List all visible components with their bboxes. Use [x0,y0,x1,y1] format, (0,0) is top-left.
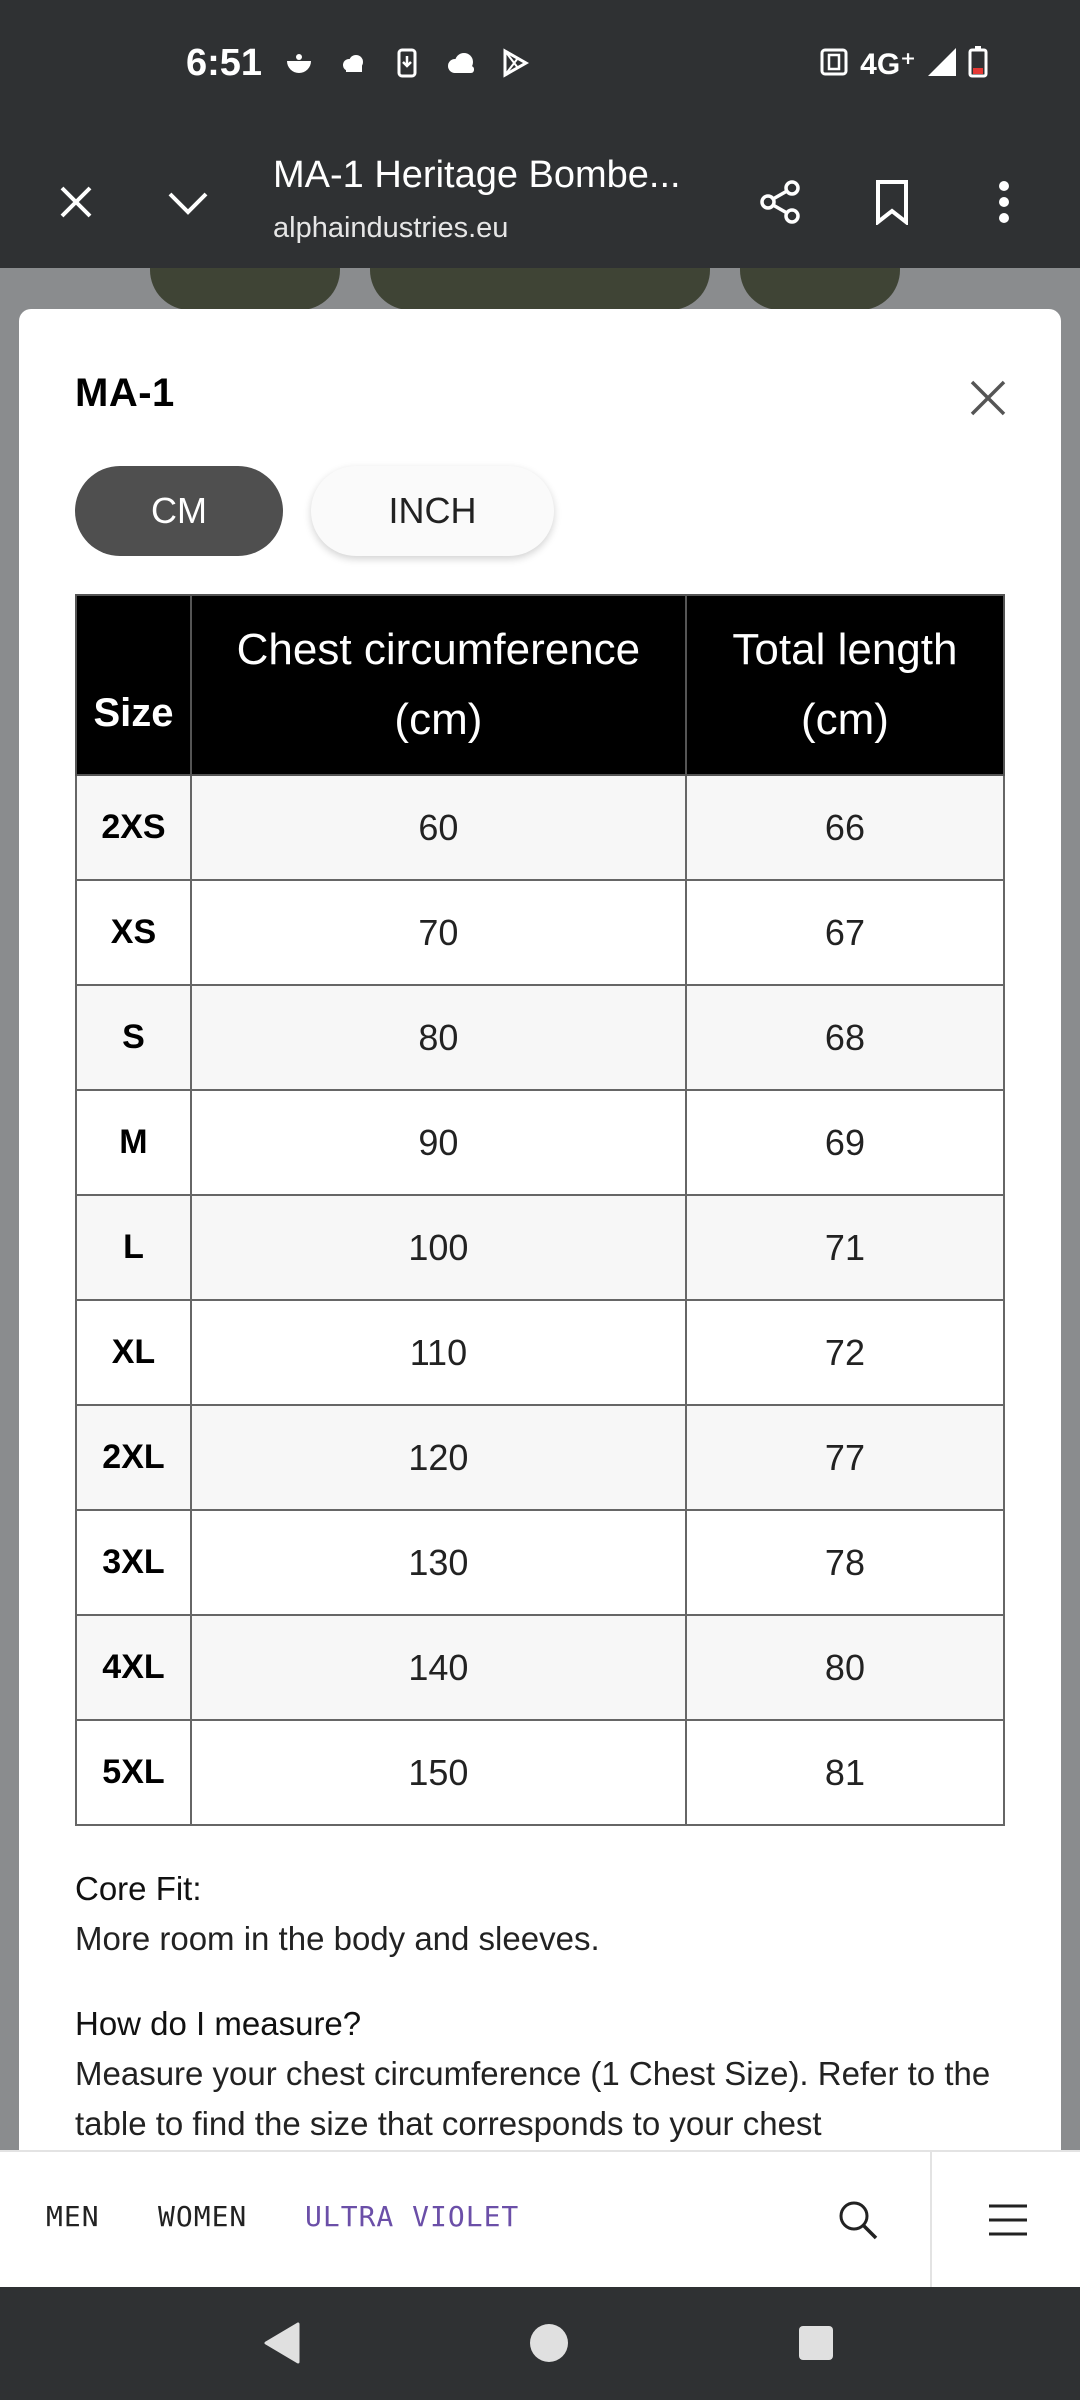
table-row [76,1615,1004,1720]
play-store-icon [498,46,532,80]
length-cell: 68 [686,985,1004,1090]
chest-cell: 130 [191,1510,686,1615]
system-navigation-bar [0,2287,1080,2400]
table-row [76,1195,1004,1300]
recents-square-icon[interactable] [788,2315,844,2371]
nav-link-ultra-violet[interactable]: ULTRA VIOLET [305,2200,520,2233]
browser-toolbar [0,134,1080,268]
more-options-icon[interactable] [978,176,1030,228]
length-cell: 80 [686,1615,1004,1720]
signal-icon [926,46,958,83]
table-row [76,775,1004,880]
core-fit-section [75,1864,1005,1964]
length-cell: 78 [686,1510,1004,1615]
chest-cell: 80 [191,985,686,1090]
table-row [76,1720,1004,1825]
table-row [76,880,1004,985]
length-cell: 69 [686,1090,1004,1195]
back-triangle-icon[interactable] [254,2315,310,2371]
notification-icons [282,46,532,80]
size-cell: 2XS [76,775,191,880]
size-cell: S [76,985,191,1090]
length-cell: 72 [686,1300,1004,1405]
measure-text: Measure your chest circumference (1 Chest Size). Refer to the table to find the size that corresponds to your chest [75,2055,991,2142]
close-tab-icon[interactable] [50,176,102,228]
length-cell: 71 [686,1195,1004,1300]
length-cell: 67 [686,880,1004,985]
size-cell: 2XL [76,1405,191,1510]
length-cell: 81 [686,1720,1004,1825]
chest-cell: 70 [191,880,686,985]
close-icon[interactable] [963,373,1013,423]
chest-cell: 150 [191,1720,686,1825]
table-row [76,1300,1004,1405]
core-fit-heading: Core Fit: [75,1870,202,1907]
table-row [76,1090,1004,1195]
size-cell: 5XL [76,1720,191,1825]
table-header-row [76,595,1004,775]
column-header-length: Total length (cm) [686,595,1004,775]
chest-cell: 140 [191,1615,686,1720]
home-circle-icon[interactable] [521,2315,577,2371]
battery-icon [968,46,988,83]
unit-inch-button[interactable]: INCH [311,466,554,556]
page-url: alphaindustries.eu [273,212,509,244]
size-cell: M [76,1090,191,1195]
size-cell: 4XL [76,1615,191,1720]
system-status [818,46,988,83]
table-row [76,985,1004,1090]
size-cell: 3XL [76,1510,191,1615]
hamburger-menu-icon[interactable] [980,2192,1036,2248]
unit-cm-button[interactable]: CM [75,466,283,556]
table-row [76,1405,1004,1510]
modal-title: MA-1 [75,371,175,415]
page-title: MA-1 Heritage Bombe... [273,154,681,196]
share-icon[interactable] [755,176,807,228]
size-cell: XL [76,1300,191,1405]
bookmark-icon[interactable] [866,176,918,228]
nav-link-men[interactable]: MEN [46,2200,100,2233]
length-cell: 66 [686,775,1004,880]
search-icon[interactable] [830,2192,886,2248]
product-image-fragment [740,268,900,310]
size-guide-modal [19,309,1061,2150]
size-cell: L [76,1195,191,1300]
nav-divider [930,2152,932,2289]
vibrate-icon [818,46,850,83]
column-header-size: Size [76,595,191,775]
chest-cell: 110 [191,1300,686,1405]
chest-cell: 90 [191,1090,686,1195]
download-phone-icon [390,46,424,80]
table-row [76,1510,1004,1615]
chevron-down-icon[interactable] [162,176,214,228]
nav-link-women[interactable]: WOMEN [158,2200,248,2233]
product-image-fragment [150,268,340,310]
bowl-icon [282,46,316,80]
length-cell: 77 [686,1405,1004,1510]
column-header-chest: Chest circumference (cm) [191,595,686,775]
chest-cell: 60 [191,775,686,880]
product-image-fragment [370,268,710,310]
size-cell: XS [76,880,191,985]
status-bar [0,0,1080,134]
status-time: 6:51 [186,42,263,84]
measure-section [75,1999,1005,2149]
cloud-small-icon [336,46,370,80]
core-fit-text: More room in the body and sleeves. [75,1920,600,1957]
network-type: 4G⁺ [860,48,916,81]
unit-toggle [75,466,554,556]
chest-cell: 120 [191,1405,686,1510]
site-bottom-nav [0,2150,1080,2287]
cloud-icon [444,46,478,80]
chest-cell: 100 [191,1195,686,1300]
size-table [75,594,1005,1826]
measure-heading: How do I measure? [75,2005,362,2042]
